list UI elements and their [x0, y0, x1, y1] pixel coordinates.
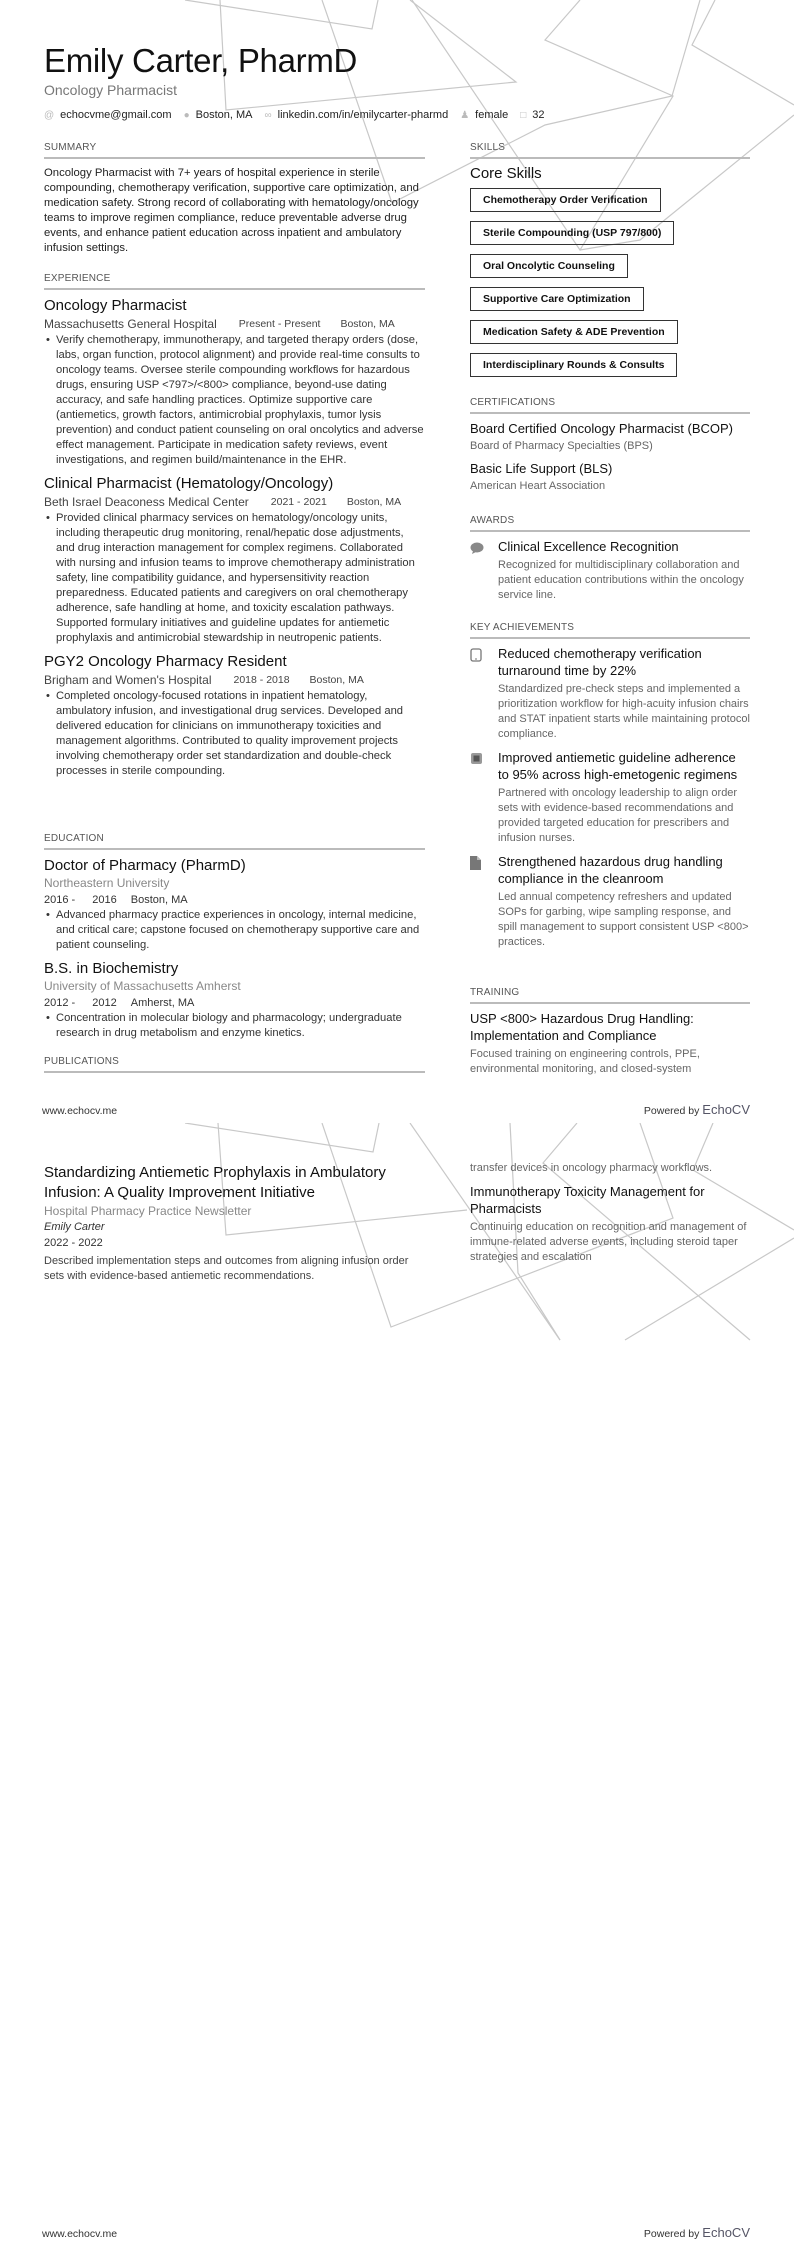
- job-entry: PGY2 Oncology Pharmacy Resident Brigham and Women's Hospital 2018 - 2018 Boston, MA • Completed oncology-focused rotations in inpatient hematology, ambulatory infusion, and investigational drug services. Developed and delivered education for clinicians on immunotherapy toxicities and management algorithms. Contributed to quality improvement projects involving chemotherapy order set standardization and double-check processes in sterile compounding.: [44, 652, 425, 779]
- start-date: 2012: [44, 997, 69, 1009]
- file-icon: [470, 853, 498, 950]
- achievement-description: Led annual competency refreshers and updated SOPs for garbing, wipe sampling response, and spill management to support consistent USP <800> practices.: [498, 891, 749, 948]
- start-date: 2018: [233, 674, 257, 686]
- edu-bullet: • Advanced pharmacy practice experiences in oncology, internal medicine, and critical care; capstone focused on chemotherapy supportive care and patient counseling.: [44, 908, 425, 953]
- skill-tag: Chemotherapy Order Verification: [470, 188, 661, 212]
- section-heading: PUBLICATIONS: [44, 1056, 425, 1073]
- decorative-lines: [0, 1123, 794, 2246]
- skill-tag: Supportive Care Optimization: [470, 287, 644, 311]
- skill-group-title: Core Skills: [470, 165, 542, 182]
- award-title: Clinical Excellence Recognition: [498, 539, 679, 554]
- section-heading: CERTIFICATIONS: [470, 397, 750, 414]
- section-heading: EDUCATION: [44, 833, 425, 850]
- training-description-continued: transfer devices in oncology pharmacy workflows.: [470, 1162, 713, 1174]
- edu-location: Boston, MA: [130, 894, 188, 906]
- footer-powered-by: [644, 1102, 750, 1117]
- contact-age: 32: [532, 109, 545, 121]
- brand-link[interactable]: EchoCV: [702, 1102, 750, 1117]
- start-date: 2021: [270, 496, 295, 508]
- education-section: [44, 833, 425, 1047]
- publication-entry: Standardizing Antiemetic Prophylaxis in Ambulatory Infusion: A Quality Improvement Initiative Hospital Pharmacy Practice Newsletter Emily Carter 2022 - 2022 Described implementation steps and outcomes from aligning infusion order sets with evidence-based antiemetic recommendations.: [44, 1163, 425, 1284]
- link-icon: ∞: [264, 109, 272, 121]
- publications-continued: [44, 1163, 425, 1284]
- section-heading: KEY ACHIEVEMENTS: [470, 622, 750, 639]
- calendar-icon: □: [520, 109, 527, 121]
- degree: B.S. in Biochemistry: [44, 960, 179, 977]
- powered-by-text: Powered by: [643, 1105, 700, 1117]
- education-entry: Doctor of Pharmacy (PharmD) Northeastern University 2016 - 2016 Boston, MA • Advanced pharmacy practice experiences in oncology, internal medicine, and critical care; capstone focused on chemotherapy supportive care and patient counseling.: [44, 856, 425, 953]
- job-bullet: • Provided clinical pharmacy services on hematology/oncology units, including therapeutic drug monitoring, renal/hepatic dose adjustments, and drug interaction management for complex regimens. Collaborated with nursing and infusion teams to improve chemotherapy administration safety, line compatibility guidance, and hypersensitivity reaction preparedness. Educated patients and caregivers on oral chemotherapy adherence, safe handling at home, and toxicity escalation pathways. Supported formulary initiatives and guideline updates for antiemetic prophylaxis and antimicrobial stewardship in neutropenic patients.: [44, 511, 425, 646]
- section-heading: EXPERIENCE: [44, 273, 425, 290]
- certification-name: Basic Life Support (BLS): [470, 461, 613, 476]
- degree: Doctor of Pharmacy (PharmD): [44, 857, 246, 874]
- job-entry: Oncology Pharmacist Massachusetts General Hospital Present - Present Boston, MA • Verify chemotherapy, immunotherapy, and targeted therapy orders (dose, labs, organ function, protocol alignment) and provide real-time consults to oncology teams. Oversee sterile compounding workflows for hazardous drugs, ensuring USP <797>/<800> compliance, beyond-use dating accuracy, and safe handling practices. Optimize supportive care (antiemetics, growth factors, antimicrobial prophylaxis, tumor lysis prevention) and conduct patient counseling on oral oncolytics and adverse effect management. Participate in medication safety reviews, event investigations, and regimen build/maintenance in the EHR.: [44, 296, 425, 468]
- start-date: 2022: [44, 1237, 69, 1249]
- location-pin-icon: ●: [183, 109, 190, 121]
- achievement-item: [470, 645, 750, 742]
- tablet-icon: [470, 645, 498, 742]
- job-location: Boston, MA: [309, 674, 364, 686]
- end-date: 2018: [266, 674, 290, 686]
- training-description: Continuing education on recognition and management of immune-related adverse events, including steroid taper strategies and escalation: [470, 1221, 747, 1263]
- school: Northeastern University: [44, 876, 170, 890]
- job-title: PGY2 Oncology Pharmacy Resident: [44, 653, 287, 670]
- brand-link[interactable]: EchoCV: [702, 2225, 750, 2240]
- footer-powered-by: [644, 2225, 750, 2240]
- job-bullet: • Verify chemotherapy, immunotherapy, and targeted therapy orders (dose, labs, organ function, protocol alignment) and provide real-time consults to oncology teams. Oversee sterile compounding workflows for hazardous drugs, ensuring USP <797>/<800> compliance, beyond-use dating accuracy, and safe handling practices. Optimize supportive care (antiemetics, growth factors, antimicrobial prophylaxis, tumor lysis prevention) and conduct patient counseling on oral oncolytics and adverse effect management. Participate in medication safety reviews, event investigations, and regimen build/maintenance in the EHR.: [44, 333, 425, 468]
- start-date: Present: [238, 318, 275, 330]
- end-date: 2016: [92, 894, 117, 906]
- end-date: 2012: [92, 997, 117, 1009]
- job-location: Boston, MA: [340, 318, 395, 330]
- achievement-description: Standardized pre-check steps and implemented a prioritization workflow for high-acuity infusion chairs and STAT inpatient starts while maintaining protocol compliance.: [498, 683, 750, 740]
- awards-section: [470, 515, 750, 610]
- company: Brigham and Women's Hospital: [44, 673, 212, 687]
- candidate-name: Emily Carter, PharmD: [44, 42, 358, 79]
- experience-section: [44, 273, 425, 785]
- achievement-title: Improved antiemetic guideline adherence to 95% across high-emetogenic regimens: [498, 750, 738, 782]
- summary-text: Oncology Pharmacist with 7+ years of hospital experience in sterile compounding, chemotherapy verification, supportive care optimization, and medication safety. Strong record of collaborating with hematology/oncology teams to improve regimen compliance, reduce preventable adverse drug events, and enhance patient education across inpatient and ambulatory infusion settings.: [44, 167, 419, 254]
- contact-linkedin[interactable]: linkedin.com/in/emilycarter-pharmd: [277, 109, 449, 121]
- school: University of Massachusetts Amherst: [44, 979, 241, 993]
- training-section: [470, 987, 750, 1082]
- contact-location: Boston, MA: [195, 109, 253, 121]
- award-item: [470, 538, 750, 603]
- training-title: USP <800> Hazardous Drug Handling: Implementation and Compliance: [470, 1011, 694, 1043]
- footer-website[interactable]: www.echocv.me: [42, 1105, 118, 1117]
- section-heading: SKILLS: [470, 142, 750, 159]
- speech-bubble-icon: [470, 538, 498, 603]
- job-location: Boston, MA: [346, 496, 402, 508]
- chip-icon: [470, 749, 498, 846]
- contact-email[interactable]: echocvme@gmail.com: [60, 109, 172, 121]
- contact-gender: female: [475, 109, 509, 121]
- candidate-title: Oncology Pharmacist: [44, 82, 178, 98]
- company: Massachusetts General Hospital: [44, 317, 217, 331]
- powered-by-text: Powered by: [643, 2228, 700, 2240]
- edu-bullet: • Concentration in molecular biology and pharmacology; undergraduate research in drug metabolism and enzyme kinetics.: [44, 1011, 425, 1041]
- person-icon: ♟: [460, 109, 470, 121]
- job-title: Clinical Pharmacist (Hematology/Oncology): [44, 475, 334, 492]
- training-description: Focused training on engineering controls, PPE, environmental monitoring, and closed-system: [470, 1048, 700, 1075]
- end-date: Present: [284, 318, 321, 330]
- end-date: 2022: [78, 1237, 103, 1249]
- achievement-description: Partnered with oncology leadership to align order sets with evidence-based recommendations and provided targeted education for prescribers and infusion nurses.: [498, 787, 738, 844]
- job-bullet: • Completed oncology-focused rotations in inpatient hematology, ambulatory infusion, and investigational drug services. Developed and delivered education for clinicians on immunotherapy toxicities and management algorithms. Contributed to quality improvement projects involving chemotherapy order set standardization and double-check processes in sterile compounding.: [44, 689, 425, 779]
- skill-tag: Interdisciplinary Rounds & Consults: [470, 353, 677, 377]
- edu-location: Amherst, MA: [130, 997, 195, 1009]
- contact-row: [44, 109, 545, 121]
- job-entry: Clinical Pharmacist (Hematology/Oncology) Beth Israel Deaconess Medical Center 2021 - 2021 Boston, MA • Provided clinical pharmacy services on hematology/oncology units, including therapeutic drug monitoring, renal/hepatic dose adjustments, and drug interaction management for complex regimens. Collaborated with nursing and infusion teams to improve chemotherapy administration safety, line compatibility guidance, and hypersensitivity reaction preparedness. Educated patients and caregivers on oral chemotherapy adherence, safe handling at home, and toxicity escalation pathways. Supported formulary initiatives and guideline updates for antiemetic prophylaxis and antimicrobial stewardship in neutropenic patients.: [44, 474, 425, 646]
- certification-issuer: Board of Pharmacy Specialties (BPS): [470, 440, 653, 452]
- publication-title: Standardizing Antiemetic Prophylaxis in Ambulatory Infusion: A Quality Improvement Initiative: [44, 1164, 386, 1201]
- resume-page-2: [0, 1123, 794, 2246]
- start-date: 2016: [44, 894, 69, 906]
- skill-list: [470, 188, 750, 386]
- company: Beth Israel Deaconess Medical Center: [44, 495, 249, 509]
- job-title: Oncology Pharmacist: [44, 297, 187, 314]
- award-description: Recognized for multidisciplinary collaboration and patient education contributions within the oncology service line.: [498, 559, 744, 601]
- skill-tag: Medication Safety & ADE Prevention: [470, 320, 678, 344]
- summary-section: [44, 142, 425, 256]
- section-heading: AWARDS: [470, 515, 750, 532]
- achievement-item: [470, 853, 750, 950]
- skills-section: [470, 142, 750, 386]
- email-icon: @: [44, 109, 55, 121]
- achievement-item: [470, 749, 750, 846]
- publications-section: [44, 1056, 425, 1079]
- publication-author: Emily Carter: [44, 1221, 105, 1233]
- end-date: 2021: [303, 496, 327, 508]
- training-title: Immunotherapy Toxicity Management for Pharmacists: [470, 1184, 705, 1216]
- skill-tag: Sterile Compounding (USP 797/800): [470, 221, 674, 245]
- certifications-section: [470, 397, 750, 500]
- section-heading: TRAINING: [470, 987, 750, 1004]
- education-entry: B.S. in Biochemistry University of Massachusetts Amherst 2012 - 2012 Amherst, MA • Concentration in molecular biology and pharmacology; undergraduate research in drug metabolism and enzyme kinetics.: [44, 959, 425, 1041]
- footer-website[interactable]: www.echocv.me: [42, 2228, 118, 2240]
- publication-description: Described implementation steps and outcomes from aligning infusion order sets with evidence-based antiemetic recommendations.: [44, 1255, 409, 1282]
- publication-publisher: Hospital Pharmacy Practice Newsletter: [44, 1204, 252, 1218]
- key-achievements-section: [470, 622, 750, 957]
- section-heading: SUMMARY: [44, 142, 425, 159]
- achievement-title: Strengthened hazardous drug handling compliance in the cleanroom: [498, 854, 723, 886]
- training-continued: [470, 1161, 750, 1265]
- achievement-title: Reduced chemotherapy verification turnaround time by 22%: [498, 646, 702, 678]
- certification-name: Board Certified Oncology Pharmacist (BCOP): [470, 421, 733, 436]
- skill-tag: Oral Oncolytic Counseling: [470, 254, 628, 278]
- certification-issuer: American Heart Association: [470, 480, 606, 492]
